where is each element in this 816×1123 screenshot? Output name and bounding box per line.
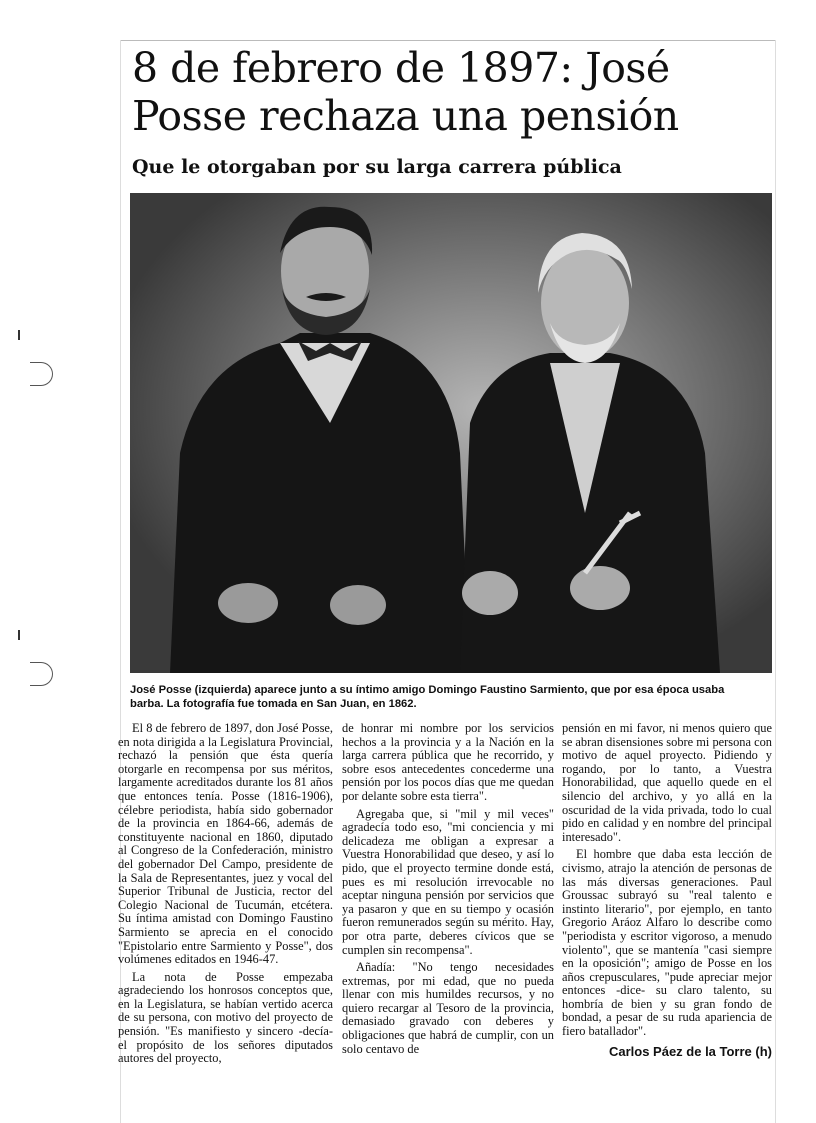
clipping-edge: [775, 40, 776, 1123]
paragraph: El hombre que daba esta lección de civismo, atrajo la atención de personas de las más diversas generaciones. Paul Groussac subrayó su "real talento e instinto literario", por ejemplo, en tanto Gregorio Aráoz Alfaro lo describe como "periodista y escritor vigoroso, a menudo violento", que se mantenía "casi siempre en la oposición"; amigo de Posse en los años crepusculares, "pude apreciar mejor entonces -dice- su claro talento, su hombría de bien y su gran fondo de bondad, a pesar de su ruda apariencia de fiero batallador".: [562, 847, 772, 1039]
paragraph: Añadía: "No tengo necesidades extremas, por mi edad, que no pueda llenar con mis humildes recursos, y no quiero recargar al Tesoro de la provincia, demasiado gravado con deberes y obligaciones que habrá de cumplir, con un solo centavo de: [342, 960, 554, 1056]
paragraph: pensión en mi favor, ni menos quiero que se abran disensiones sobre mi persona con motivo de aquel proyecto. Pidiendo y rogando, por lo tanto, a Vuestra Honorabilidad, que aquello quede en el silencio del archivo, y yo allá en la oscuridad de la vida privada, todo lo cual pido en calidad y en nombre del principal interesado".: [562, 721, 772, 844]
paragraph: Agregaba que, si "mil y mil veces" agradecía todo eso, "mi conciencia y mi delicadeza me obligan a expresar a Vuestra Honorabilidad que deseo, y así lo pido, que el proyecto termine donde está, pues es mi resolución irrevocable no aceptar ninguna pensión por servicios que ya pasaron y que en su tiempo y ocasión fueron remunerados según su mérito. Hay, por otra parte, deberes cívicos que se cumplen sin recompensa".: [342, 806, 554, 957]
paragraph: La nota de Posse empezaba agradeciendo los honrosos conceptos que, en la Legislatura, se habían vertido acerca de su persona, con motivo del proyecto de pensión. "Es manifiesto y sincero -decía- el propósito de los señores diputados autores del proyecto,: [118, 969, 333, 1066]
punch-hole: [30, 362, 53, 386]
photo-illustration: [130, 193, 772, 673]
paragraph: El 8 de febrero de 1897, don José Posse, en nota dirigida a la Legislatura Provincial, rechazó la pensión que ésta quería otorgarle en recompensa por sus méritos, largamente acreditados durante los 81 años que entonces tenía. Posse (1816-1906), célebre periodista, había sido gobernador de la provincia en 1864-66, además de constituyente nacional en 1860, diputado al Congreso de la Confederación, ministro del gobernador Del Campo, presidente de la Sala de Representantes, juez y vocal del Superior Tribunal de Justicia, rector del Colegio Nacional de Tucumán, etcétera. Su íntima amistad con Domingo Faustino Sarmiento se aprecia en el conocido "Epistolario entre Sarmiento y Posse", dos volúmenes editados en 1946-47.: [118, 721, 333, 967]
article-column-3: [562, 722, 772, 1058]
article-column-2: [342, 722, 554, 1060]
punch-hole: [30, 662, 53, 686]
photo-caption: José Posse (izquierda) aparece junto a su íntimo amigo Domingo Faustino Sarmiento, que por esa época usaba barba. La fotografía fue tomada en San Juan, en 1862.: [130, 684, 725, 710]
article-column-1: [118, 722, 333, 1070]
margin-mark: [18, 330, 20, 340]
historical-photo: [130, 193, 772, 673]
author-byline: Carlos Páez de la Torre (h): [608, 1043, 772, 1059]
subheadline: Que le otorgaban por su larga carrera pública: [132, 156, 622, 178]
clipping-edge: [120, 40, 776, 41]
paragraph: de honrar mi nombre por los servicios hechos a la provincia y a la Nación en la larga carrera pública que he recorrido, y sobre esos antecedentes concederme una pensión por los pocos días que me quedan por delante sobre esta tierra".: [342, 721, 554, 803]
margin-mark: [18, 630, 20, 640]
headline: 8 de febrero de 1897: José Posse rechaza una pensión: [132, 44, 679, 140]
